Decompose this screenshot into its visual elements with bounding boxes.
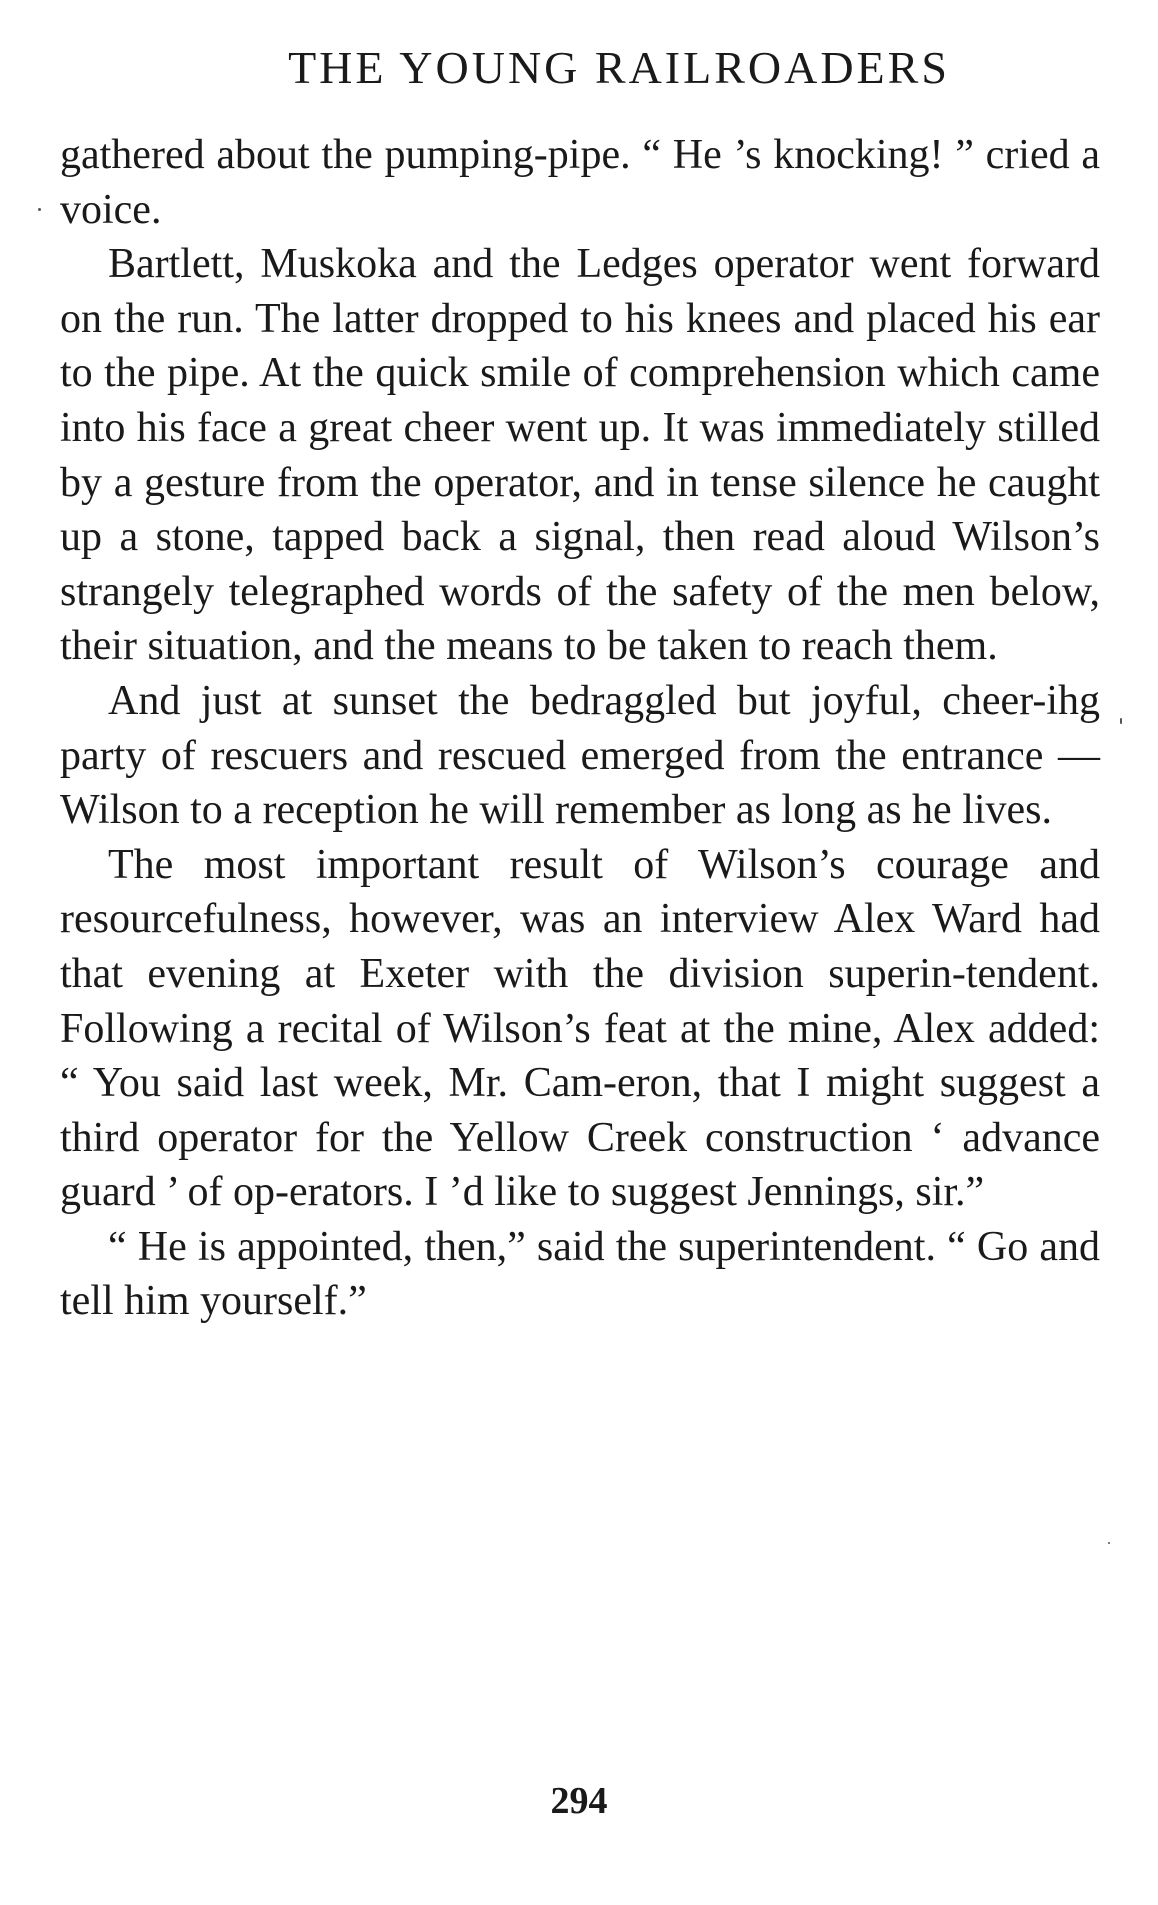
print-speck — [38, 208, 41, 211]
paragraph: “ He is appointed, then,” said the superintendent. “ Go and tell him yourself.” — [60, 1223, 1100, 1325]
paragraph: Bartlett, Muskoka and the Ledges operator went forward on the run. The latter dropped to his knees and placed his ear to the pipe. At the quick smile of comprehension which came into his face a great cheer went up. It was immediately stilled by a gesture from the operator, and in tense silence he caught up a stone, tapped back a signal, then read aloud Wilson’s strangely telegraphed words of the safety of the men below, their situation, and the means to be taken to reach them. — [60, 241, 1100, 670]
print-speck — [1108, 1542, 1110, 1544]
page-number: 294 — [550, 1780, 608, 1822]
paragraph: gathered about the pumping-pipe. “ He ’s knocking! ” cried a voice. — [60, 132, 1100, 233]
paragraph: And just at sunset the bedraggled but joyful, cheer-ihg party of rescuers and rescued emerged from the entrance — Wilson to a reception he will remember as long as he lives. — [60, 677, 1100, 834]
running-head: THE YOUNG RAILROADERS — [288, 42, 950, 93]
body-text — [60, 128, 1100, 1329]
paragraph: The most important result of Wilson’s courage and resourcefulness, however, was an interview Alex Ward had that evening at Exeter with the division superin-tendent. Following a recital of Wilson’s feat at the mine, Alex added: “ You said last week, Mr. Cam-eron, that I might suggest a third operator for the Yellow Creek construction ‘ advance guard ’ of op-erators. I ’d like to suggest Jennings, sir.” — [60, 841, 1100, 1216]
print-speck — [1120, 718, 1122, 724]
